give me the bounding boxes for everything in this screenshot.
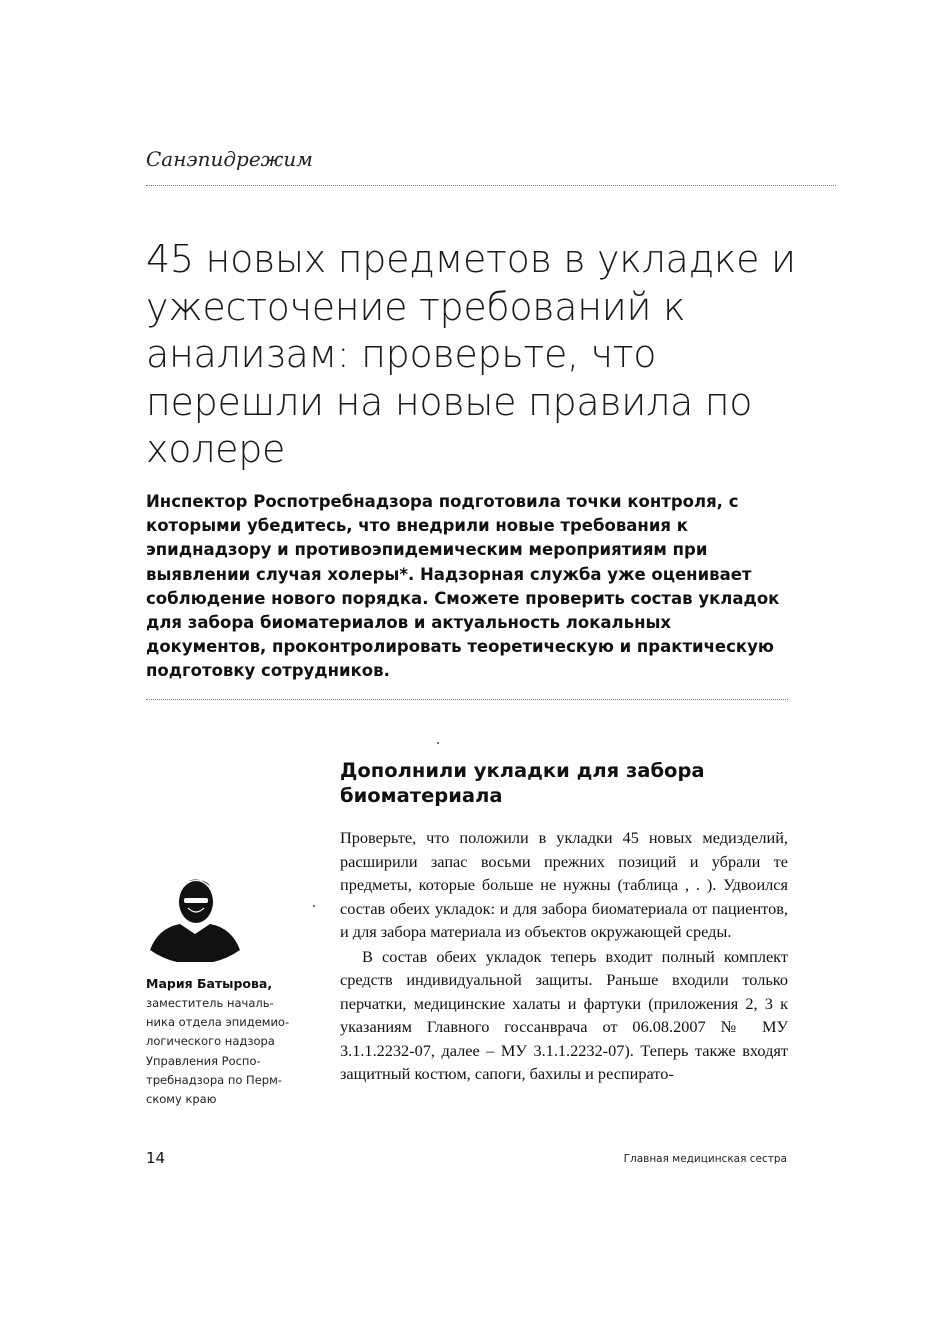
top-divider	[146, 185, 836, 186]
page-number: 14	[146, 1149, 166, 1167]
author-role: заместитель началь- ника отдела эпидемио- логического надзора Управления Роспо- требнадзора по Перм- скому краю	[146, 996, 290, 1107]
print-speck	[437, 742, 439, 744]
author-portrait-icon	[150, 872, 240, 962]
print-speck	[313, 905, 315, 907]
lead-divider	[146, 699, 788, 700]
journal-name: Главная медицинская сестра	[623, 1153, 787, 1165]
article-headline: 45 новых предметов в укладке и ужесточение требований к анализам: проверьте, что перешли на новые правила по холере	[146, 237, 796, 471]
body-paragraph: В состав обеих укладок теперь входит полный комплект средств индивидуальной защиты. Раньше входили только перчатки, медицинские халаты и фартуки (приложения 2, 3 к указаниям Главного госсанврача от 06.08.2007 № МУ 3.1.1.2232-07, далее – МУ 3.1.1.2232-07). Теперь также входят защитный костюм, сапоги, бахилы и респирато-	[340, 946, 788, 1083]
author-name: Мария Батырова,	[146, 976, 273, 991]
article-body	[340, 826, 788, 1086]
article-lead: Инспектор Роспотребнадзора подготовила точки контроля, с которыми убедитесь, что внедрили новые требования к эпиднадзору и противоэпидемическим мероприятиям при выявлении случая холеры*. Надзорная служба уже оценивает соблюдение нового порядка. Сможете проверить состав укладок для забора биоматериалов и актуальность локальных документов, проконтролировать теоретическую и практическую подготовку сотрудников.	[146, 492, 780, 681]
section-subheading: Дополнили укладки для забора биоматериала	[340, 759, 705, 807]
body-paragraph: Проверьте, что положили в укладки 45 новых медизделий, расширили запас восьми прежних позиций и убрали те предметы, которые больше не нужны (таблица , . ). Удвоился состав обеих укладок: и для забора биоматериала от пациентов, и для забора материала из объектов окружающей среды.	[340, 828, 788, 941]
section-label: Санэпидрежим	[146, 147, 313, 171]
